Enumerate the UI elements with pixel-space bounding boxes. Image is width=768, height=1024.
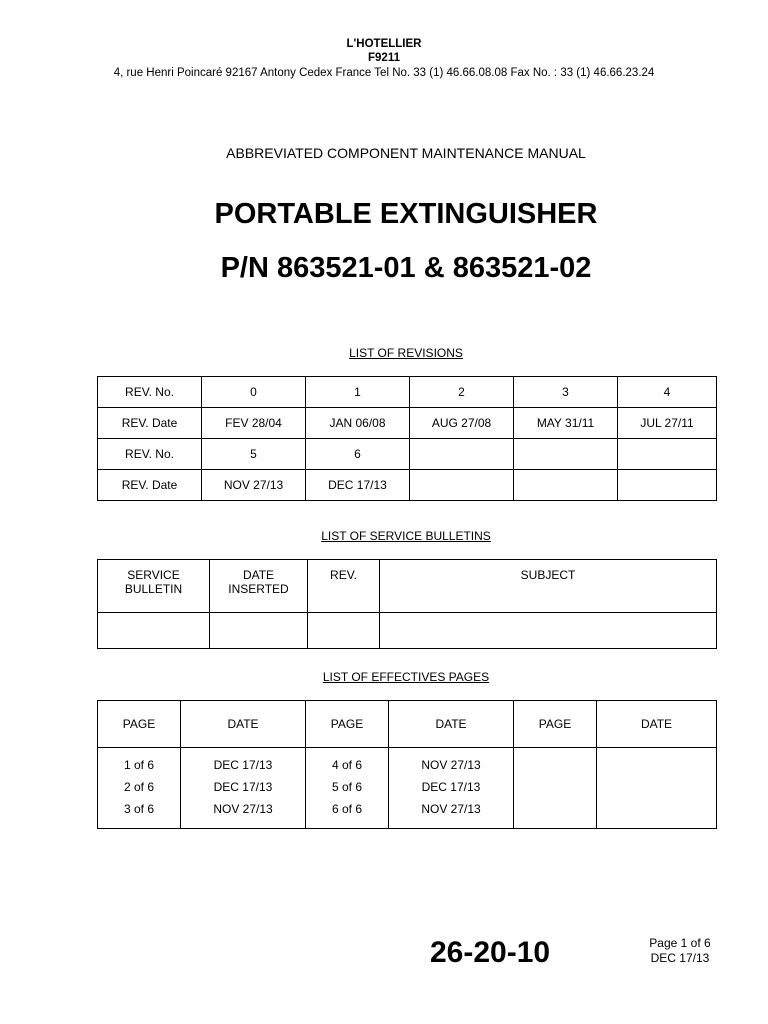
table-cell: [181, 748, 306, 829]
table-cell: 0: [202, 377, 306, 408]
table-cell: JUL 27/11: [618, 408, 717, 439]
date-entry: DEC 17/13: [213, 780, 273, 794]
table-header-cell: PAGE: [98, 701, 181, 748]
table-row: [98, 701, 717, 748]
table-cell: [514, 748, 597, 829]
date-entry: DEC 17/13: [421, 780, 481, 794]
table-row: [98, 748, 717, 829]
table-cell: [306, 748, 389, 829]
table-cell: 2: [410, 377, 514, 408]
effective-pages-table: [97, 700, 717, 829]
table-row: [98, 377, 717, 408]
document-title: PORTABLE EXTINGUISHER: [214, 198, 598, 230]
table-cell: REV. Date: [98, 408, 202, 439]
revisions-table: [97, 376, 717, 501]
table-cell: [618, 470, 717, 501]
table-cell: 5: [202, 439, 306, 470]
company-name: L'HOTELLIER: [346, 38, 422, 50]
company-code: F9211: [368, 52, 400, 64]
table-cell: 6: [306, 439, 410, 470]
table-header-cell: SUBJECT: [380, 560, 717, 613]
part-number: P/N 863521-01 & 863521-02: [220, 252, 592, 284]
table-cell: REV. No.: [98, 439, 202, 470]
page-indicator: Page 1 of 6: [649, 936, 711, 950]
table-cell: [410, 470, 514, 501]
page-entry: 1 of 6: [123, 758, 155, 772]
table-cell: AUG 27/08: [410, 408, 514, 439]
table-cell: [514, 470, 618, 501]
table-cell: [597, 748, 717, 829]
date-entry: NOV 27/13: [421, 802, 481, 816]
date-entry: NOV 27/13: [213, 802, 273, 816]
table-cell: [389, 748, 514, 829]
table-header-cell: SERVICE BULLETIN: [98, 560, 210, 613]
table-row: [98, 439, 717, 470]
table-row: [98, 560, 717, 613]
table-cell: FEV 28/04: [202, 408, 306, 439]
table-cell: [210, 613, 308, 649]
service-bulletins-table: [97, 559, 717, 649]
document-type: ABBREVIATED COMPONENT MAINTENANCE MANUAL: [226, 145, 586, 161]
table-cell: 4: [618, 377, 717, 408]
table-cell: [618, 439, 717, 470]
table-cell: 1: [306, 377, 410, 408]
page-entry: 2 of 6: [123, 780, 155, 794]
table-cell: [98, 748, 181, 829]
table-cell: MAY 31/11: [514, 408, 618, 439]
page-entry: 5 of 6: [331, 780, 363, 794]
table-cell: REV. No.: [98, 377, 202, 408]
revisions-caption: LIST OF REVISIONS: [349, 346, 463, 360]
table-cell: [514, 439, 618, 470]
table-row: [98, 470, 717, 501]
table-cell: 3: [514, 377, 618, 408]
table-header-cell: REV.: [308, 560, 380, 613]
table-header-cell: DATE: [597, 701, 717, 748]
table-row: [98, 613, 717, 649]
page-date: DEC 17/13: [650, 951, 710, 965]
table-cell: [410, 439, 514, 470]
date-entry: NOV 27/13: [421, 758, 481, 772]
company-address: 4, rue Henri Poincaré 92167 Antony Cedex France Tel No. 33 (1) 46.66.08.08 Fax No. : 33 (1) 46.66.23.24: [113, 67, 655, 79]
table-header-cell: DATE: [389, 701, 514, 748]
table-header-cell: DATE INSERTED: [210, 560, 308, 613]
table-cell: [98, 613, 210, 649]
table-cell: REV. Date: [98, 470, 202, 501]
page-entry: 4 of 6: [331, 758, 363, 772]
page-entry: 3 of 6: [123, 802, 155, 816]
table-cell: [380, 613, 717, 649]
date-entry: DEC 17/13: [213, 758, 273, 772]
table-row: [98, 408, 717, 439]
table-header-cell: PAGE: [514, 701, 597, 748]
table-cell: [308, 613, 380, 649]
table-header-cell: PAGE: [306, 701, 389, 748]
table-cell: DEC 17/13: [306, 470, 410, 501]
table-cell: JAN 06/08: [306, 408, 410, 439]
page-entry: 6 of 6: [331, 802, 363, 816]
service-bulletins-caption: LIST OF SERVICE BULLETINS: [321, 529, 491, 543]
effective-pages-caption: LIST OF EFFECTIVES PAGES: [322, 670, 490, 684]
document-number: 26-20-10: [430, 936, 551, 969]
table-header-cell: DATE: [181, 701, 306, 748]
table-cell: NOV 27/13: [202, 470, 306, 501]
